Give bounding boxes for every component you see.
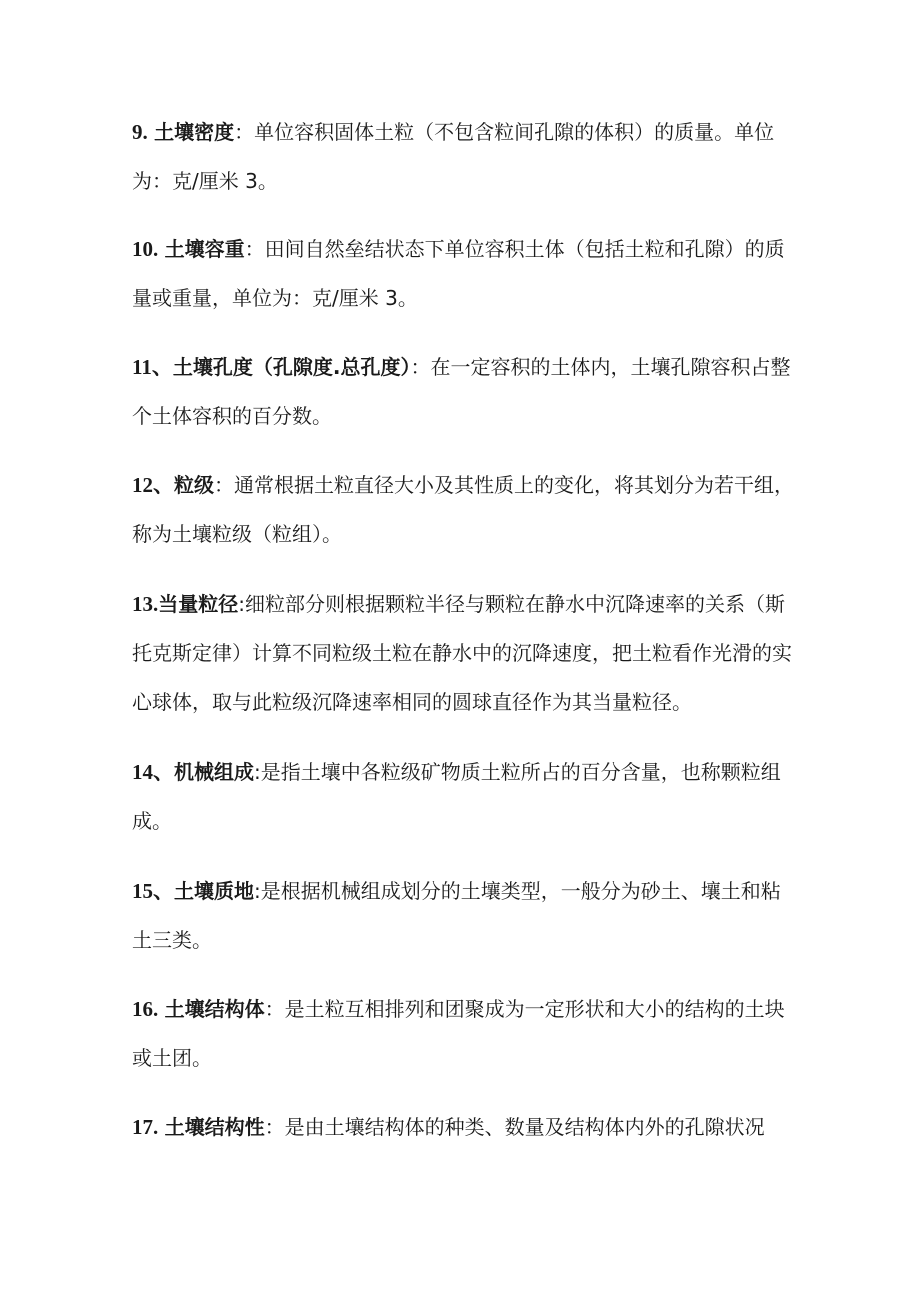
definition-entry-11 [132, 343, 800, 441]
entry-term: 土壤结构体 [164, 997, 265, 1021]
entry-text: 是指土壤中各粒级矿物质土粒所占的百分含量，也称颗粒组成。 [132, 760, 781, 833]
entry-text: 田间自然垒结状态下单位容积土体（包括土粒和孔隙）的质量或重量，单位为：克/厘米 3。 [132, 237, 785, 310]
entry-colon: ： [234, 120, 255, 144]
entry-term: 当量粒径 [158, 592, 239, 616]
entry-term: 土壤容重 [164, 237, 245, 261]
definition-entry-9 [132, 108, 800, 206]
definition-entry-13 [132, 580, 800, 727]
entry-number: 12、 [132, 473, 174, 497]
entry-colon: : [254, 760, 261, 784]
entry-text: 通常根据土粒直径大小及其性质上的变化，将其划分为若干组，称为土壤粒级（粒组）。 [132, 473, 794, 546]
entry-number: 14、 [132, 760, 174, 784]
entry-text: 是土粒互相排列和团聚成为一定形状和大小的结构的土块或土团。 [132, 997, 785, 1070]
entry-term: 土壤质地 [174, 879, 254, 903]
entry-number: 15、 [132, 879, 174, 903]
definition-entry-12 [132, 461, 800, 559]
entry-term: 土壤密度 [154, 120, 235, 144]
entry-number: 13. [132, 592, 159, 616]
entry-colon: : [238, 592, 245, 616]
definition-entry-14 [132, 748, 800, 846]
entry-number: 17. [132, 1115, 159, 1139]
entry-term: 土壤结构性 [164, 1115, 265, 1139]
entry-number: 10. [132, 237, 159, 261]
entry-number: 16. [132, 997, 159, 1021]
entry-colon: ： [264, 997, 285, 1021]
entry-colon: ： [410, 355, 431, 379]
entry-text: 在一定容积的土体内，土壤孔隙容积占整个土体容积的百分数。 [132, 355, 791, 428]
entry-term: 粒级 [174, 473, 214, 497]
definition-entry-17 [132, 1103, 800, 1152]
definition-entry-10 [132, 225, 800, 323]
entry-colon: ： [214, 473, 234, 497]
definition-entry-16 [132, 985, 800, 1083]
entry-colon: ： [264, 1115, 285, 1139]
definition-entry-15 [132, 867, 800, 965]
entry-text: 是根据机械组成划分的土壤类型，一般分为砂土、壤土和粘土三类。 [132, 879, 781, 952]
entry-term: 机械组成 [174, 760, 254, 784]
entry-colon: : [254, 879, 261, 903]
entry-number: 9. [132, 120, 148, 144]
entry-text: 细粒部分则根据颗粒半径与颗粒在静水中沉降速率的关系（斯托克斯定律）计算不同粒级土粒在静水中的沉降速度，把土粒看作光滑的实心球体，取与此粒级沉降速率相同的圆球直径作为其当量粒径。 [132, 592, 792, 714]
entry-text: 单位容积固体土粒（不包含粒间孔隙的体积）的质量。单位为：克/厘米 3。 [132, 120, 775, 193]
entry-term: 土壤孔度（孔隙度.总孔度） [172, 355, 411, 379]
entry-text: 是由土壤结构体的种类、数量及结构体内外的孔隙状况 [284, 1115, 765, 1139]
entry-colon: ： [244, 237, 265, 261]
entry-number: 11、 [132, 355, 173, 379]
